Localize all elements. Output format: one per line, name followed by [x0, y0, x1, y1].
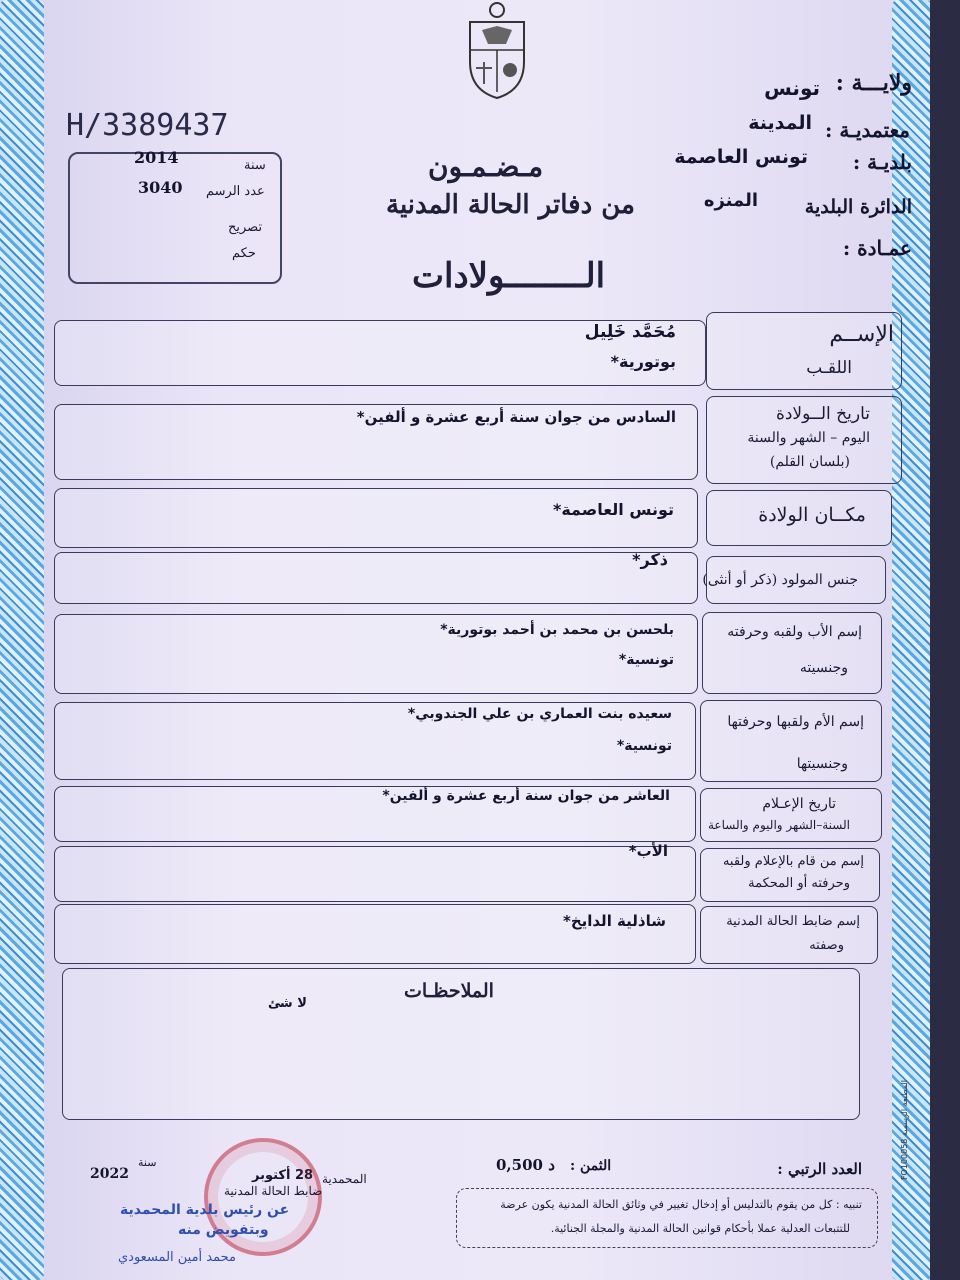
footer-day-month: 28 أكتوبر: [252, 1168, 314, 1183]
footer-year: 2022: [90, 1166, 129, 1182]
document-title-line1: مـضـمـون: [428, 150, 544, 183]
mother-value: سعيده بنت العماري بن علي الجندوبي*: [407, 706, 672, 722]
officer-label2: وصفته: [809, 938, 844, 953]
father-value: بلحسن بن محمد بن أحمد بوتورية*: [440, 622, 674, 638]
document-title-line2: من دفاتر الحالة المدنية: [386, 190, 635, 220]
record-year: 2014: [134, 148, 179, 167]
pob-value: تونس العاصمة*: [552, 500, 674, 519]
record-year-label: سنة: [244, 158, 266, 173]
notice-line2: للتتبعات العدلية عملا بأحكام قوانين الحالة المدنية والمجلة الجنائية.: [550, 1222, 850, 1235]
wilaya-value: تونس: [764, 76, 820, 100]
footer-year-label: سنة: [138, 1156, 157, 1169]
declarer-label2: وحرفته أو المحكمة: [748, 876, 850, 891]
mutamadiya-value: المدينة: [748, 112, 812, 134]
record-declaration-label: تصريح: [228, 220, 263, 235]
mutamadiya-label: معتمديـة :: [825, 118, 910, 142]
footer-delegate-line1: عن رئيس بلدية المحمدية: [120, 1202, 290, 1218]
mother-label-box: [700, 700, 882, 782]
father-nationality: تونسية*: [618, 652, 674, 668]
footer-price-value: 0,500 د: [496, 1156, 555, 1174]
document-main-title: الــــــــولادات: [412, 256, 606, 296]
surname-label: اللقـب: [806, 358, 852, 378]
footer-serial-label: العدد الرتبي :: [777, 1160, 862, 1178]
remarks-label: الملاحظـات: [404, 980, 494, 1002]
officer-label: إسم ضابط الحالة المدنية: [726, 914, 860, 929]
father-label2: وجنسيته: [799, 660, 848, 676]
declarer-label: إسم من قام بالإعلام ولقبه: [722, 854, 864, 869]
footer-officer-line: ضابط الحالة المدنية: [224, 1184, 323, 1198]
daira-label: الدائرة البلدية: [804, 196, 912, 218]
serial-number: H/3389437: [66, 108, 229, 143]
father-label: إسم الأب ولقبه وحرفته: [727, 624, 862, 640]
name-label: الإســم: [829, 322, 894, 347]
mother-label2: وجنسيتها: [796, 756, 848, 772]
notice-line1: تنبيه : كل من يقوم بالتدليس أو إدخال تغيير في وثائق الحالة المدنية يكون عرضة: [500, 1198, 862, 1211]
decl-label: تاريخ الإعـلام: [762, 796, 836, 812]
baladiya-label: بلديـة :: [852, 150, 912, 174]
name-value: مُحَمَّد خَلِيل: [584, 322, 676, 342]
wilaya-label: ولايـــة :: [835, 70, 912, 96]
decorative-border-left: [0, 0, 44, 1280]
daira-value: المنزه: [703, 190, 758, 211]
background-edge: [930, 0, 960, 1280]
sex-label: جنس المولود (ذكر أو أنثى): [702, 572, 858, 588]
mother-nationality: تونسية*: [616, 738, 672, 754]
remarks-value: لا شئ: [268, 996, 307, 1011]
dob-label: تاريخ الــولادة: [775, 404, 870, 424]
declarer-value: الأب*: [628, 842, 668, 860]
mother-label: إسم الأم ولقبها وحرفتها: [727, 714, 864, 730]
footer-signer: محمد أمين المسعودي: [118, 1250, 236, 1265]
surname-value: بوتورية*: [610, 352, 676, 371]
footer-delegate-line2: وبتفويض منه: [178, 1222, 269, 1238]
footer-place: المحمدية: [322, 1172, 367, 1186]
declarer-value-box: [54, 846, 696, 902]
warning-notice-box: [456, 1188, 878, 1248]
sex-value: ذكر*: [632, 550, 668, 569]
record-judgment-label: حكم: [232, 246, 256, 261]
umada-label: عمـادة :: [842, 236, 912, 260]
sex-value-box: [54, 552, 698, 604]
side-print-text: المطبعة الرسمية FO100058: [900, 1080, 910, 1181]
dob-value: السادس من جوان سنة أربع عشرة و ألفين*: [356, 408, 676, 426]
dob-sublabel: اليوم – الشهر والسنة: [747, 430, 870, 446]
officer-value: شاذلية الدايخ*: [562, 912, 666, 930]
record-number: 3040: [138, 178, 183, 197]
coat-of-arms-icon: [462, 0, 532, 100]
dob-sublabel2: (بلسان القلم): [769, 454, 850, 470]
footer-price-label: الثمن :: [570, 1158, 612, 1174]
record-number-label: عدد الرسم: [206, 184, 265, 199]
decl-sublabel: السنة–الشهر واليوم والساعة: [707, 818, 850, 832]
decorative-border-right: [892, 0, 932, 1280]
baladiya-value: تونس العاصمة: [674, 146, 808, 168]
decl-value: العاشر من جوان سنة أربع عشرة و ألفين*: [382, 788, 670, 804]
pob-label: مكــان الولادة: [758, 504, 866, 526]
